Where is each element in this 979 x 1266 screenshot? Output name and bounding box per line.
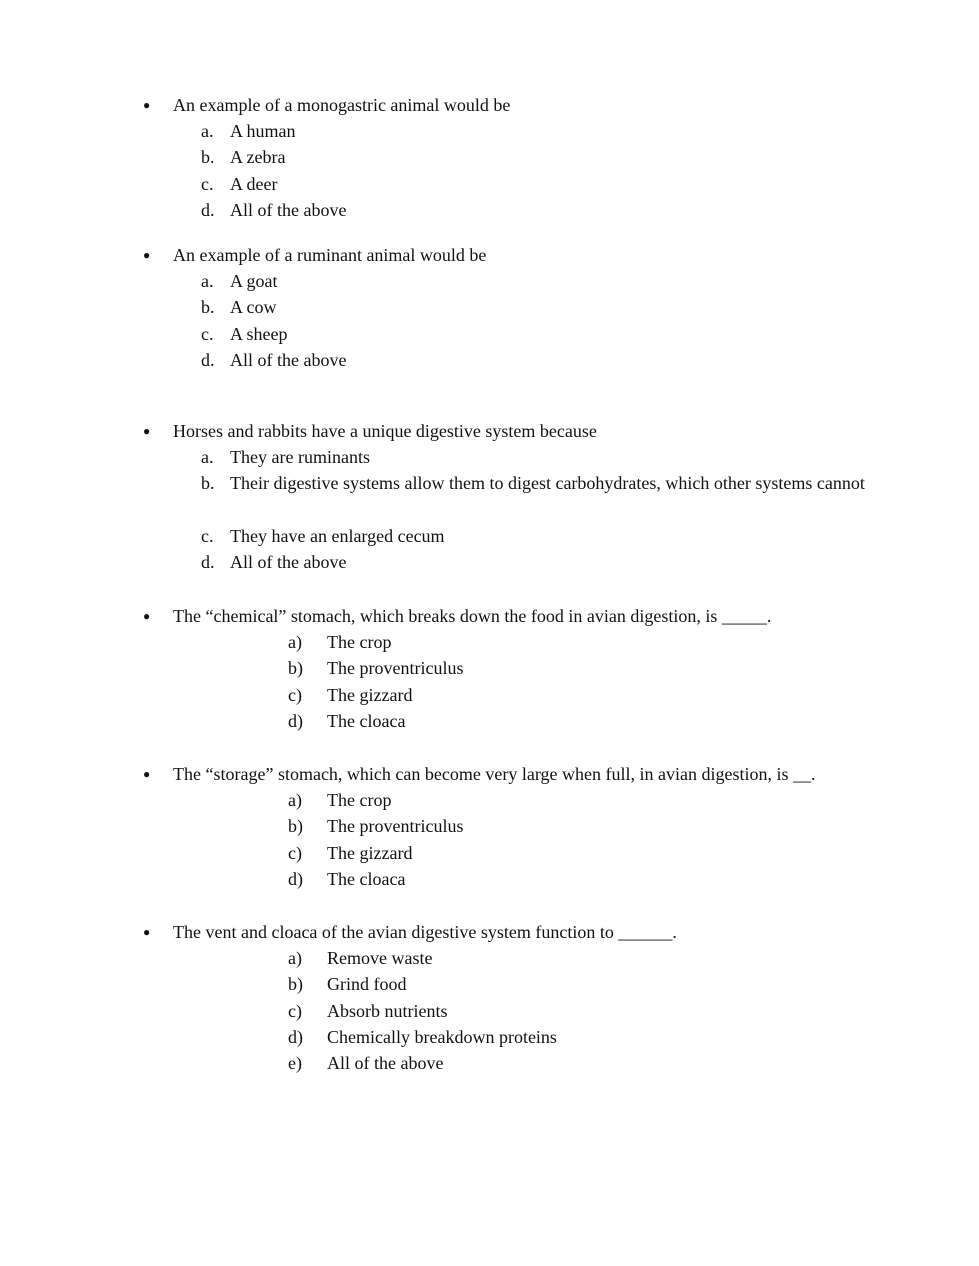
option-text: The cloaca bbox=[327, 711, 406, 731]
option-marker: b) bbox=[288, 816, 303, 836]
option-marker: c) bbox=[288, 1001, 302, 1021]
option-text: All of the above bbox=[230, 552, 347, 572]
bullet-icon: ● bbox=[143, 248, 151, 262]
option-marker: c) bbox=[288, 685, 302, 705]
question-stem: Horses and rabbits have a unique digestive system because bbox=[173, 421, 597, 441]
question-stem: An example of a monogastric animal would be bbox=[173, 95, 511, 115]
option-text: Chemically breakdown proteins bbox=[327, 1027, 557, 1047]
option-text: The gizzard bbox=[327, 685, 413, 705]
option-text: A sheep bbox=[230, 324, 288, 344]
option-marker: a) bbox=[288, 790, 302, 810]
option-marker: d. bbox=[201, 350, 215, 370]
option-marker: b. bbox=[201, 473, 215, 493]
option-text: Grind food bbox=[327, 974, 407, 994]
option-marker: d. bbox=[201, 552, 215, 572]
option-marker: c) bbox=[288, 843, 302, 863]
option-text: They have an enlarged cecum bbox=[230, 526, 445, 546]
option-text: A zebra bbox=[230, 147, 286, 167]
option-text: Their digestive systems allow them to digest carbohydrates, which other systems cannot bbox=[230, 473, 865, 493]
option-text: A cow bbox=[230, 297, 277, 317]
option-text: The crop bbox=[327, 790, 392, 810]
option-marker: c. bbox=[201, 324, 214, 344]
option-text: All of the above bbox=[230, 350, 347, 370]
option-marker: e) bbox=[288, 1053, 302, 1073]
option-text: The proventriculus bbox=[327, 816, 464, 836]
bullet-icon: ● bbox=[143, 98, 151, 112]
option-text: They are ruminants bbox=[230, 447, 370, 467]
option-text: The crop bbox=[327, 632, 392, 652]
question-stem: The “chemical” stomach, which breaks down the food in avian digestion, is _____. bbox=[173, 606, 772, 626]
option-marker: a. bbox=[201, 447, 214, 467]
option-text: The gizzard bbox=[327, 843, 413, 863]
option-text: A deer bbox=[230, 174, 278, 194]
option-marker: d) bbox=[288, 711, 303, 731]
option-marker: d. bbox=[201, 200, 215, 220]
option-marker: a) bbox=[288, 632, 302, 652]
bullet-icon: ● bbox=[143, 424, 151, 438]
option-marker: b. bbox=[201, 297, 215, 317]
bullet-icon: ● bbox=[143, 767, 151, 781]
option-text: Absorb nutrients bbox=[327, 1001, 448, 1021]
option-text: The proventriculus bbox=[327, 658, 464, 678]
question-stem: The vent and cloaca of the avian digestive system function to ______. bbox=[173, 922, 677, 942]
question-stem: An example of a ruminant animal would be bbox=[173, 245, 487, 265]
option-marker: b. bbox=[201, 147, 215, 167]
option-text: A human bbox=[230, 121, 296, 141]
option-text: All of the above bbox=[327, 1053, 444, 1073]
option-marker: a. bbox=[201, 121, 214, 141]
bullet-icon: ● bbox=[143, 609, 151, 623]
option-marker: c. bbox=[201, 526, 214, 546]
option-marker: d) bbox=[288, 869, 303, 889]
option-marker: c. bbox=[201, 174, 214, 194]
question-stem: The “storage” stomach, which can become very large when full, in avian digestion, is __. bbox=[173, 764, 816, 784]
option-marker: b) bbox=[288, 658, 303, 678]
option-text: All of the above bbox=[230, 200, 347, 220]
option-marker: a. bbox=[201, 271, 214, 291]
option-marker: d) bbox=[288, 1027, 303, 1047]
option-text: Remove waste bbox=[327, 948, 433, 968]
option-marker: a) bbox=[288, 948, 302, 968]
bullet-icon: ● bbox=[143, 925, 151, 939]
option-text: The cloaca bbox=[327, 869, 406, 889]
option-text: A goat bbox=[230, 271, 278, 291]
option-marker: b) bbox=[288, 974, 303, 994]
